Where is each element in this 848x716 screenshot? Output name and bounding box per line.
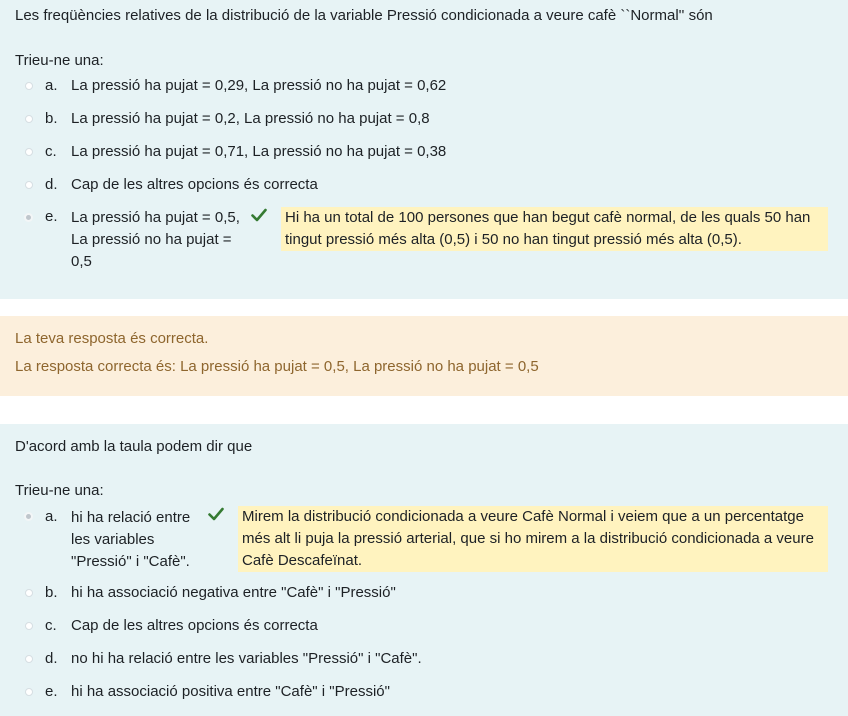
check-icon xyxy=(251,208,267,222)
question-text: D'acord amb la taula podem dir que xyxy=(15,438,253,455)
option-letter: c. xyxy=(45,617,57,634)
radio-option-c[interactable] xyxy=(25,622,33,630)
check-icon xyxy=(208,507,224,521)
result-text: La teva resposta és correcta. xyxy=(15,330,209,347)
option-label[interactable]: La pressió ha pujat = 0,5, La pressió no ha pujat = 0,5 xyxy=(71,209,240,270)
option-letter: a. xyxy=(45,508,58,525)
radio-option-e[interactable] xyxy=(24,213,33,222)
radio-option-d[interactable] xyxy=(25,655,33,663)
choose-prompt: Trieu-ne una: xyxy=(15,482,104,499)
radio-option-d[interactable] xyxy=(25,181,33,189)
option-letter: b. xyxy=(45,110,58,127)
option-feedback: Hi ha un total de 100 persones que han begut cafè normal, de les quals 50 han tingut pressió més alta (0,5) i 50 no han tingut pressió més alta (0,5). xyxy=(281,207,828,251)
option-label[interactable]: hi ha associació negativa entre "Cafè" i "Pressió" xyxy=(71,584,396,601)
radio-option-b[interactable] xyxy=(25,115,33,123)
option-label[interactable]: La pressió ha pujat = 0,2, La pressió no ha pujat = 0,8 xyxy=(71,110,430,127)
option-letter: c. xyxy=(45,143,57,160)
radio-option-a[interactable] xyxy=(24,512,33,521)
option-label[interactable]: hi ha associació positiva entre "Cafè" i "Pressió" xyxy=(71,683,390,700)
question-1 xyxy=(0,0,848,299)
option-label[interactable]: hi ha relació entre les variables "Pressió" i "Cafè". xyxy=(71,509,191,570)
question-text: Les freqüències relatives de la distribució de la variable Pressió condicionada a veure cafè ``Normal'' són xyxy=(15,7,713,24)
option-letter: e. xyxy=(45,208,58,225)
radio-option-a[interactable] xyxy=(25,82,33,90)
correct-answer-text: La resposta correcta és: La pressió ha pujat = 0,5, La pressió no ha pujat = 0,5 xyxy=(15,358,539,375)
choose-prompt: Trieu-ne una: xyxy=(15,52,104,69)
option-letter: e. xyxy=(45,683,58,700)
option-feedback: Mirem la distribució condicionada a veure Cafè Normal i veiem que a un percentatge més alt li puja la pressió arterial, que si ho mirem a la distribució condicionada a veure Cafè Descafeïnat. xyxy=(238,506,828,572)
option-label[interactable]: La pressió ha pujat = 0,29, La pressió no ha pujat = 0,62 xyxy=(71,77,447,94)
option-label[interactable]: Cap de les altres opcions és correcta xyxy=(71,617,318,634)
answer-feedback xyxy=(0,316,848,396)
radio-option-e[interactable] xyxy=(25,688,33,696)
radio-option-c[interactable] xyxy=(25,148,33,156)
option-letter: b. xyxy=(45,584,58,601)
option-letter: a. xyxy=(45,77,58,94)
question-2 xyxy=(0,424,848,716)
radio-option-b[interactable] xyxy=(25,589,33,597)
option-label[interactable]: Cap de les altres opcions és correcta xyxy=(71,176,318,193)
option-letter: d. xyxy=(45,176,58,193)
option-label[interactable]: La pressió ha pujat = 0,71, La pressió no ha pujat = 0,38 xyxy=(71,143,447,160)
option-label[interactable]: no hi ha relació entre les variables "Pressió" i "Cafè". xyxy=(71,650,422,667)
option-letter: d. xyxy=(45,650,58,667)
